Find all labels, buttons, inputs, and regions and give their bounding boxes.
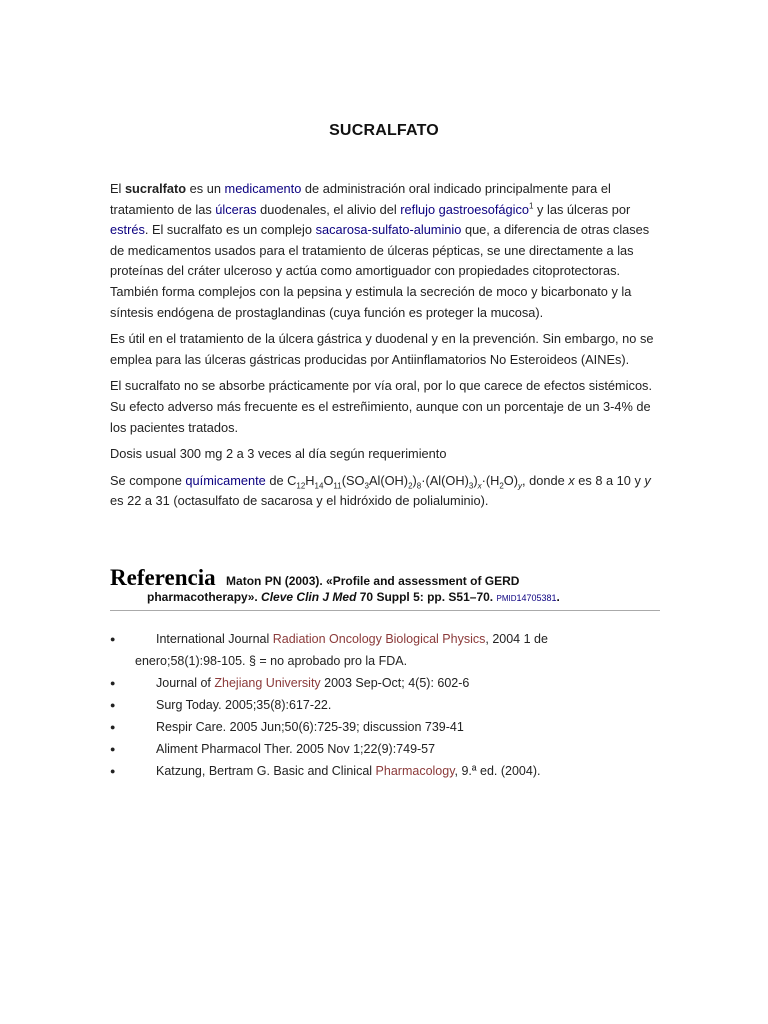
list-item [110, 738, 670, 760]
text: duodenales, el alivio del [256, 201, 401, 217]
formula-subscript: 2 [408, 481, 413, 491]
link-ulceras[interactable]: úlceras [215, 201, 257, 217]
text: 70 Suppl 5: pp. S51–70. [356, 590, 497, 604]
bullet-icon: ● [110, 766, 116, 776]
formula-subscript: x [477, 481, 482, 491]
list-item [110, 716, 670, 738]
text: Aliment Pharmacol Ther. 2005 Nov 1;22(9):749-57 [156, 742, 436, 756]
formula-part: ·(H [481, 472, 500, 488]
text: de administración oral indicado principalmente para el tratamiento de las [110, 181, 611, 217]
formula-subscript: 12 [296, 481, 306, 491]
list-item [110, 760, 670, 782]
article-body [110, 179, 662, 518]
text: es 8 a 10 y [574, 472, 645, 488]
reference-citation-line1: Maton PN (2003). «Profile and assessment of GERD [226, 574, 520, 588]
pmid-link[interactable]: 14705381 [516, 593, 557, 603]
text: enero;58(1):98-105. § = no aprobado pro la FDA. [135, 654, 408, 668]
text: es un [186, 181, 225, 196]
page-title: SUCRALFATO [329, 122, 439, 139]
text: . [556, 590, 560, 604]
paragraph-effects: El sucralfato no se absorbe prácticamente por vía oral, por lo que carece de efectos sistémicos. Su efecto adverso más frecuente es el estreñimiento, aunque con un porcentaje de un 3-4% de los pacientes tratados. [110, 378, 653, 435]
formula-part: ) [473, 472, 478, 488]
formula-part: Al(OH) [368, 472, 409, 488]
formula-subscript: 14 [314, 481, 324, 491]
link-sacarosa-sulfato-aluminio[interactable]: sacarosa-sulfato-aluminio [315, 222, 462, 238]
text: Journal of [156, 676, 215, 690]
formula-subscript: 3 [468, 481, 474, 491]
paragraph-uses: Es útil en el tratamiento de la úlcera gástrica y duodenal y en la prevención. Sin embargo, no se emplea para las úlceras gástricas producidas por Antiinflamatorios No Esteroideos (AINEs). [110, 331, 654, 367]
bullet-icon: ● [110, 744, 116, 754]
formula-part: de C [265, 472, 297, 488]
text: 2003 Sep-Oct; 4(5): 602-6 [320, 676, 470, 690]
term-sucralfato: sucralfato [124, 181, 187, 196]
text: El [110, 181, 125, 196]
text: International Journal [156, 632, 273, 646]
list-item [110, 628, 670, 672]
text: y las úlceras por [533, 201, 631, 217]
formula-part: O) [503, 472, 519, 488]
formula-subscript: 3 [364, 481, 369, 491]
references-list [110, 628, 670, 782]
formula-part: H [305, 472, 315, 488]
footnote-marker[interactable]: 1 [529, 201, 534, 211]
bullet-icon: ● [110, 634, 116, 644]
text: pharmacotherapy». [147, 590, 262, 604]
paragraph-dosage: Dosis usual 300 mg 2 a 3 veces al día según requerimiento [110, 446, 447, 462]
link-estres[interactable]: estrés [110, 222, 145, 238]
formula-subscript: 2 [499, 481, 504, 491]
formula-part: O [323, 472, 334, 488]
reference-heading: Referencia [110, 565, 216, 590]
link-zhejiang-university[interactable]: Zhejiang University [214, 676, 321, 690]
paragraph-composition [110, 471, 662, 512]
link-quimicamente[interactable]: químicamente [185, 472, 266, 488]
text: Katzung, Bertram G. Basic and Clinical [156, 764, 376, 778]
text: , donde [522, 472, 569, 488]
formula-part: (SO [341, 472, 365, 488]
formula-part: ) [412, 472, 417, 488]
formula-subscript: 8 [416, 481, 422, 491]
journal-name: Cleve Clin J Med [261, 590, 357, 604]
reference-section [110, 565, 660, 611]
link-radiation-oncology[interactable]: Radiation Oncology Biological Physics [272, 632, 486, 646]
text: es 22 a 31 (octasulfato de sacarosa y el hidróxido de polialuminio). [110, 493, 489, 509]
text: Respir Care. 2005 Jun;50(6):725-39; discussion 739-41 [156, 720, 464, 734]
list-item [110, 694, 670, 716]
link-medicamento[interactable]: medicamento [224, 181, 302, 196]
variable-x: x [568, 472, 575, 488]
formula-part: ·(Al(OH) [421, 472, 469, 488]
variable-y: y [644, 472, 651, 488]
text: . El sucralfato es un complejo [144, 222, 316, 238]
link-reflujo-gastroesofagico[interactable]: reflujo gastroesofágico [400, 201, 530, 217]
text: , 2004 1 de [485, 632, 548, 646]
text: Se compone [110, 472, 186, 488]
text: que, a diferencia de otras clases de medicamentos usados para el tratamiento de úlceras pépticas, se une directamente a las proteínas del cráter ulceroso y actúa como amortiguador con propiedades citoprotectoras. También forma complejos con la pepsina y estimula la secreción de moco y bicarbonato y la síntesis endógena de prostaglandinas (cuya función es proteger la mucosa). [110, 222, 650, 320]
bullet-icon: ● [110, 700, 116, 710]
text: , 9.ª ed. (2004). [454, 764, 541, 778]
pmid-label: PMID [496, 594, 517, 603]
list-item [110, 672, 670, 694]
bullet-icon: ● [110, 678, 116, 688]
text: Surg Today. 2005;35(8):617-22. [156, 698, 332, 712]
link-pharmacology[interactable]: Pharmacology [375, 764, 455, 778]
paragraph-intro [110, 179, 662, 323]
reference-citation-line2 [110, 588, 660, 608]
formula-subscript: y [518, 481, 523, 491]
formula-subscript: 11 [333, 481, 342, 491]
bullet-icon: ● [110, 722, 116, 732]
